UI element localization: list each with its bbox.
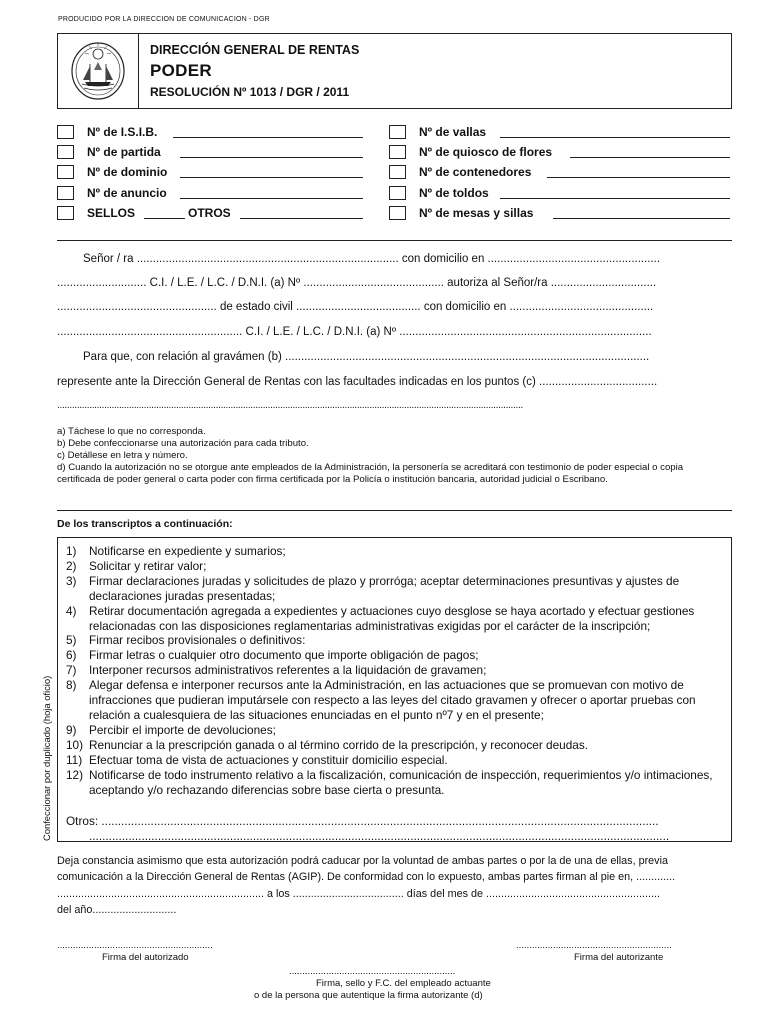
field-dominio[interactable] — [180, 177, 363, 178]
checkbox-mesas[interactable] — [389, 206, 406, 220]
closing-line-4[interactable]: del año............................ — [57, 904, 177, 917]
field-sellos[interactable] — [144, 218, 185, 219]
resolution-number: RESOLUCIÓN Nº 1013 / DGR / 2011 — [150, 85, 350, 99]
checkbox-quiosco[interactable] — [389, 145, 406, 159]
body-line-7[interactable]: ............................................................................................................................................................................................ — [57, 400, 523, 411]
closing-line-3[interactable]: ..................................................................... a los ..................................... días del mes de .......................................................... — [57, 887, 660, 900]
label-sellos: SELLOS — [87, 206, 136, 220]
footnote-c: c) Detállese en letra y número. — [57, 450, 188, 461]
divider-middle — [57, 510, 732, 511]
list-item: 10) Renunciar a la prescripción ganada o al término corrido de la prescripción, y reconocer deudas. — [66, 737, 589, 752]
header-box — [57, 33, 732, 109]
field-isib[interactable] — [173, 137, 363, 138]
checkbox-isib[interactable] — [57, 125, 74, 139]
label-dominio: Nº de dominio — [87, 165, 168, 179]
checkbox-vallas[interactable] — [389, 125, 406, 139]
otros-line-2[interactable]: ................................................................................................................................................................................. — [89, 829, 670, 843]
label-contenedores: Nº de contenedores — [419, 165, 532, 179]
signature-label-autentica: o de la persona que autentique la firma autorizante (d) — [254, 990, 483, 1001]
field-mesas[interactable] — [553, 218, 730, 219]
checkbox-contenedores[interactable] — [389, 165, 406, 179]
label-isib: Nº de I.S.I.B. — [87, 125, 158, 139]
label-vallas: Nº de vallas — [419, 125, 487, 139]
footnote-d: d) Cuando la autorización no se otorgue ante empleados de la Administración, la personería se acreditará con testimonio de poder especial o copia certificada de poder general o carta poder con firma certificada por la Policía o institución bancaria, autoridad judicial o Escribano. — [57, 462, 684, 485]
body-line-1[interactable]: Señor / ra .................................................................................. con domicilio en ...................................................... — [83, 253, 661, 265]
checkbox-toldos[interactable] — [389, 186, 406, 200]
footnote-a: a) Táchese lo que no corresponda. — [57, 426, 206, 437]
signature-line-autorizante[interactable]: ........................................................... — [516, 940, 672, 951]
list-item: 2) Solicitar y retirar valor; — [66, 558, 207, 573]
label-otros: OTROS — [188, 206, 231, 220]
signature-line-empleado[interactable]: ............................................................... — [289, 966, 456, 977]
duplicate-note: Confeccionar por duplicado (hoja oficio) — [41, 675, 52, 841]
checkbox-partida[interactable] — [57, 145, 74, 159]
checkbox-anuncio[interactable] — [57, 186, 74, 200]
label-partida: Nº de partida — [87, 145, 161, 159]
list-item: 6) Firmar letras o cualquier otro documento que importe obligación de pagos; — [66, 648, 479, 663]
list-item: 3) Firmar declaraciones juradas y solicitudes de plazo y prorróga; aceptar determinaciones presuntivas y ajustes de declaraciones juradas presentadas; — [66, 573, 680, 603]
checkbox-dominio[interactable] — [57, 165, 74, 179]
org-name: DIRECCIÓN GENERAL DE RENTAS — [150, 43, 360, 57]
signature-line-autorizado[interactable]: ........................................................... — [57, 940, 213, 951]
label-quiosco: Nº de quiosco de flores — [419, 145, 553, 159]
label-anuncio: Nº de anuncio — [87, 186, 167, 200]
list-item: 8) Alegar defensa e interponer recursos ante la Administración, en las actuaciones que se promuevan con motivo de infracciones que pudieran imputársele con respecto a las leyes del citado gravamen y ofrecer o aportar pruebas con relación a cualesquiera de las situaciones enunciadas en el punto nº7 y en el presente; — [66, 678, 696, 722]
list-item: 5) Firmar recibos provisionales o definitivos: — [66, 633, 306, 648]
list-item: 7) Interponer recursos administrativos referentes a la liquidación de gravamen; — [66, 663, 487, 678]
list-item: 11) Efectuar toma de vista de actuaciones y constituir domicilio especial. — [66, 752, 448, 767]
divider-top — [57, 240, 732, 241]
field-otros[interactable] — [240, 218, 363, 219]
signature-label-autorizado: Firma del autorizado — [102, 952, 189, 963]
field-toldos[interactable] — [500, 198, 730, 199]
footnote-b: b) Debe confeccionarse una autorización para cada tributo. — [57, 438, 309, 449]
footnotes — [57, 426, 727, 486]
closing-line-2[interactable]: comunicación a la Dirección General de Rentas (AGIP). De conformidad con lo expuesto, ambas partes firman al pie en, ............. — [57, 871, 676, 884]
closing-text — [57, 853, 732, 919]
producer-note: PRODUCIDO POR LA DIRECCION DE COMUNICACION - DGR — [58, 16, 270, 23]
otros-line[interactable]: Otros: .......................................................................................................................................................................... — [66, 814, 659, 828]
field-vallas[interactable] — [500, 137, 730, 138]
seal-cell — [58, 34, 139, 108]
body-line-2[interactable]: ............................ C.I. / L.E. / L.C. / D.N.I. (a) Nº ............................................ autoriza al Señor/ra ................................. — [57, 277, 657, 289]
field-anuncio[interactable] — [180, 198, 363, 199]
body-line-4[interactable]: .......................................................... C.I. / L.E. / L.C. / D.N.I. (a) Nº ............................................................................... — [57, 326, 652, 338]
label-mesas: Nº de mesas y sillas — [419, 206, 534, 220]
field-partida[interactable] — [180, 157, 363, 158]
label-toldos: Nº de toldos — [419, 186, 489, 200]
list-item: 4) Retirar documentación agregada a expedientes y actuaciones cuyo desglose se haya acortado y efectuar gestiones relacionadas con las disposiciones reglamentarias administrativas exigidas por el carácter de la inscripción; — [66, 603, 695, 633]
powers-list — [66, 544, 721, 797]
powers-list-box — [57, 537, 732, 842]
list-item: 12) Notificarse de todo instrumento relativo a la fiscalización, comunicación de inspección, requerimientos y/o intimaciones, aceptando y/o rechazando diferencias sobre base cierta o presunta. — [66, 767, 713, 797]
body-line-3[interactable]: .................................................. de estado civil ....................................... con domicilio en ............................................. — [57, 301, 654, 313]
body-line-6[interactable]: represente ante la Dirección General de Rentas con las facultades indicadas en los puntos (c) ..................................... — [57, 376, 658, 388]
signature-label-autorizante: Firma del autorizante — [574, 952, 664, 963]
field-contenedores[interactable] — [547, 177, 730, 178]
closing-line-1: Deja constancia asimismo que esta autorización podrá caducar por la voluntad de ambas partes o por la de una de ellas, previa — [57, 855, 668, 867]
list-item: 9) Percibir el importe de devoluciones; — [66, 722, 276, 737]
list-item: 1) Notificarse en expediente y sumarios; — [66, 544, 286, 558]
city-seal-icon — [68, 40, 128, 102]
transcript-title: De los transcriptos a continuación: — [57, 518, 233, 530]
body-line-5[interactable]: Para que, con relación al gravámen (b) .................................................................................................................. — [83, 351, 650, 363]
field-quiosco[interactable] — [570, 157, 730, 158]
form-title: PODER — [150, 61, 212, 80]
signature-label-empleado: Firma, sello y F.C. del empleado actuante — [316, 978, 491, 989]
checkbox-sellos[interactable] — [57, 206, 74, 220]
